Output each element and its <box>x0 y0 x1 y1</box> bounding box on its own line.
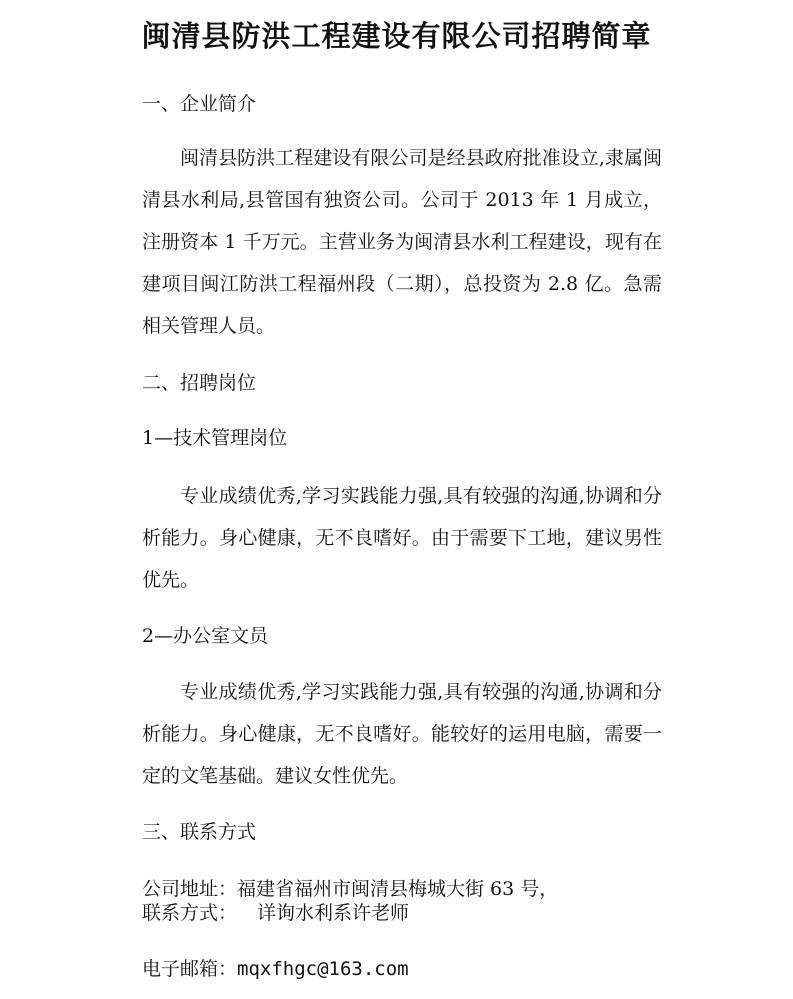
contact-email-line <box>142 955 409 983</box>
address-value: 福建省福州市闽清县梅城大街 63 号， <box>237 878 559 900</box>
document-title: 闽清县防洪工程建设有限公司招聘简章 <box>141 19 652 53</box>
email-label: 电子邮箱： <box>142 958 238 980</box>
section-heading-positions: 二、招聘岗位 <box>142 372 257 394</box>
position-heading-technical: 1—技术管理岗位 <box>142 427 288 449</box>
section-heading-company-intro: 一、企业简介 <box>142 93 257 115</box>
position-description-office-clerk: 专业成绩优秀,学习实践能力强,具有较强的沟通,协调和分析能力。身心健康，无不良嗜好。能较好的运用电脑，需要一定的文笔基础。建议女性优先。 <box>142 681 662 787</box>
position-heading-office-clerk: 2—办公室文员 <box>142 625 269 647</box>
company-intro-paragraph: 闽清县防洪工程建设有限公司是经县政府批准设立,隶属闽清县水利局,县管国有独资公司。公司于 2013 年 1 月成立，注册资本 1 千万元。主营业务为闽清县水利工程建设，现有在建项目闽江防洪工程福州段（二期），总投资为 2.8 亿。急需相关管理人员。 <box>142 147 662 337</box>
section-heading-contact: 三、联系方式 <box>142 821 257 843</box>
email-value: mqxfhgc@163.com <box>237 958 409 980</box>
position-description-technical: 专业成绩优秀,学习实践能力强,具有较强的沟通,协调和分析能力。身心健康，无不良嗜好。由于需要下工地，建议男性优先。 <box>142 485 662 591</box>
address-label: 公司地址： <box>142 878 238 900</box>
contact-method-value: 详询水利系许老师 <box>257 902 410 924</box>
contact-method-line <box>142 899 409 927</box>
contact-method-label: 联系方式： <box>142 902 238 924</box>
